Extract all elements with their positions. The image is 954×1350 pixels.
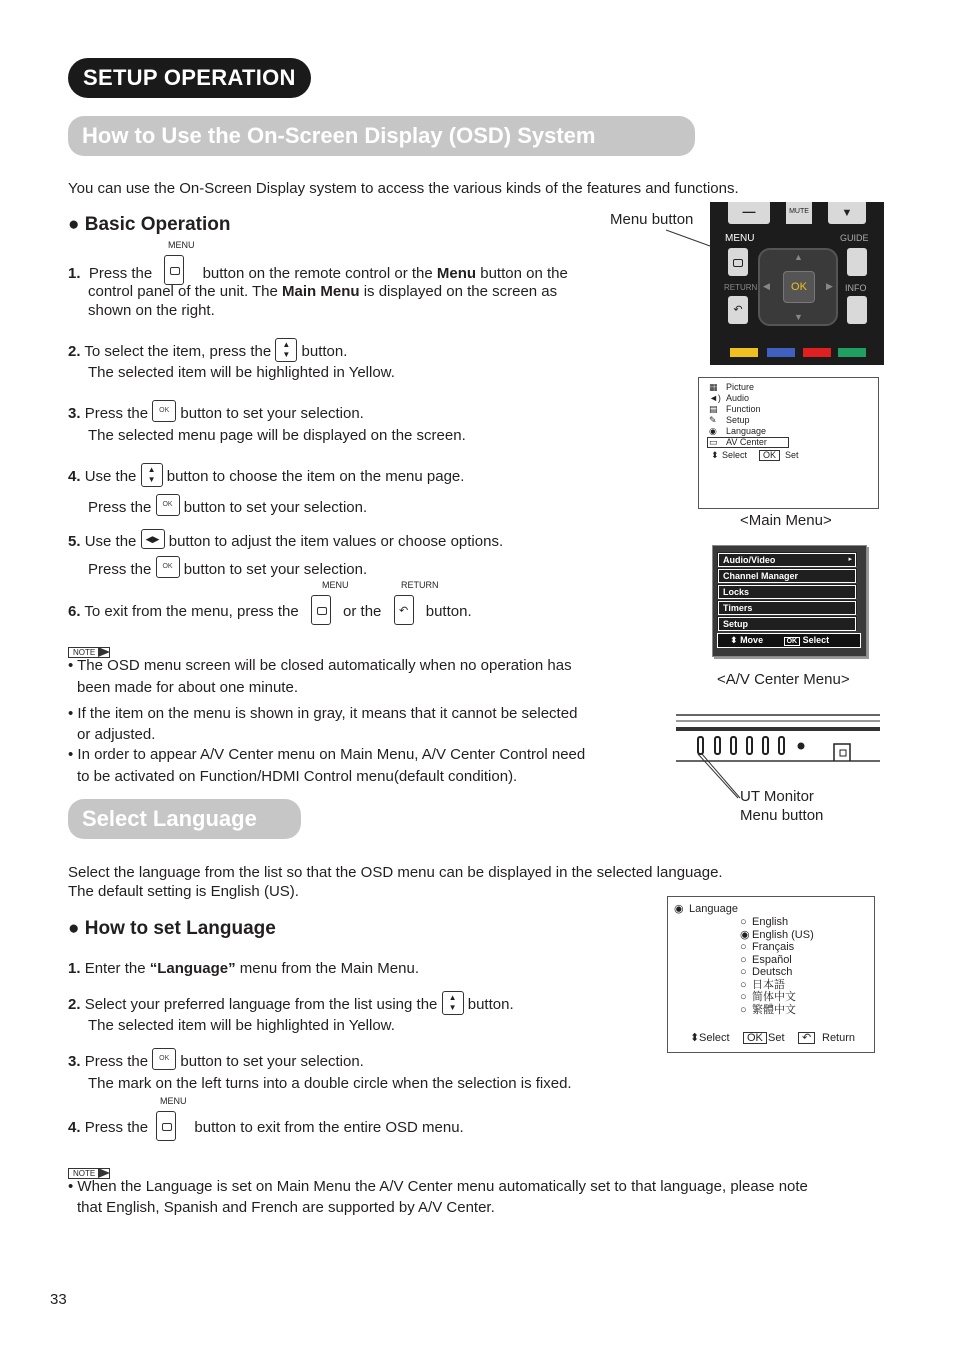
ok-button-icon: OK [152, 400, 176, 422]
lang-option-japanese: 日本語 [752, 978, 785, 991]
note-3-line-1: • In order to appear A/V Center menu on Main Menu, A/V Center Control need [68, 746, 586, 763]
note-2-line-1: • If the item on the menu is shown in gray, it means that it cannot be selected [68, 705, 578, 722]
ok-badge: OK [759, 450, 780, 461]
step-5-line-1: 5. Use the ◀▶ button to adjust the item values or choose options. [68, 532, 503, 552]
intro-text: You can use the On-Screen Display system to access the various kinds of the features and functions. [68, 180, 739, 197]
lang-note-line-2: that English, Spanish and French are supported by A/V Center. [77, 1199, 495, 1216]
radio-empty-icon: ○ [740, 916, 747, 928]
lang-step-4: 4. Press the button to exit from the entire OSD menu. [68, 1113, 464, 1143]
step-2-line-2: The selected item will be highlighted in Yellow. [88, 364, 395, 381]
move-icon: ⬍ [730, 635, 738, 645]
left-right-icon: ◀▶ [141, 529, 165, 549]
blue-button [767, 348, 795, 357]
av-item-setup: Setup [717, 616, 857, 630]
step-4-line-2: Press the OK button to set your selection. [88, 497, 367, 519]
note-2-line-2: or adjusted. [77, 726, 156, 743]
remote-info-button [847, 296, 867, 324]
radio-selected-icon: ◉ [740, 928, 750, 941]
return-label: Return [822, 1032, 856, 1044]
language-icon: ◉ [674, 903, 684, 915]
up-down-icon: ▲ ▼ [442, 991, 464, 1015]
step-2-line-1: 2. To select the item, press the ▲ ▼ button. [68, 340, 347, 364]
chevron-right-icon: ▸ [848, 556, 852, 563]
function-icon: ▤ [709, 404, 718, 414]
step-6-line: 6. To exit from the menu, press the or the ↶ button. [68, 597, 472, 627]
ok-badge: OK [784, 637, 801, 646]
osd-section-title: How to Use the On-Screen Display (OSD) System [68, 116, 695, 156]
step-1-line-1: 1. Press the button on the remote control or the Menu button on the [68, 259, 568, 289]
note-badge: NOTE [68, 1163, 110, 1181]
step-3-line-2: The selected menu page will be displayed on the screen. [88, 427, 466, 444]
mute-button: MUTE [786, 202, 812, 224]
select-language-title: Select Language [68, 799, 301, 839]
av-item-audio-video: Audio/Video ▸ [717, 552, 857, 566]
language-icon: ◉ [709, 426, 717, 436]
lang-option-francais: Français [752, 941, 795, 953]
language-para-1: Select the language from the list so that the OSD menu can be displayed in the selected language. [68, 864, 723, 881]
lang-option-english-us: English (US) [752, 928, 814, 941]
ok-button-icon: OK [156, 494, 180, 516]
remote-menu-button [728, 248, 748, 276]
ok-button-icon: OK [156, 556, 180, 578]
lang-option-espanol: Español [752, 953, 792, 966]
select-icon: ⬍ [690, 1032, 700, 1044]
select-label: Select [722, 450, 748, 460]
menu-label: MENU [160, 1096, 187, 1106]
select-label: Select [699, 1032, 730, 1044]
audio-icon: ◄) [709, 393, 721, 403]
page-number: 33 [50, 1291, 67, 1308]
lang-note-line-1: • When the Language is set on Main Menu the A/V Center menu automatically set to that language, please note [68, 1178, 808, 1195]
step-5-line-2: Press the OK button to set your selection. [88, 559, 367, 581]
up-down-icon: ▲ ▼ [141, 463, 163, 487]
remote-return-label: RETURN [724, 283, 758, 292]
yellow-button [730, 348, 758, 357]
remote-info-label: INFO [845, 283, 867, 293]
lang-step-2-line-1: 2. Select your preferred language from the list using the ▲ ▼ button. [68, 993, 514, 1017]
remote-dpad [758, 248, 838, 326]
av-center-icon: ▭ [709, 437, 718, 447]
menu-button-icon [156, 1111, 176, 1141]
dpad-up-icon: ▲ [794, 252, 803, 262]
setup-icon: ✎ [709, 415, 717, 425]
radio-empty-icon: ○ [740, 941, 747, 953]
remote-return-button: ↶ [728, 296, 748, 324]
green-button [838, 348, 866, 357]
remote-guide-button [847, 248, 867, 276]
red-button [803, 348, 831, 357]
menu-item-setup: Setup [726, 415, 750, 425]
how-to-set-language-heading: ● How to set Language [68, 918, 276, 939]
step-3-line-1: 3. Press the OK button to set your selection. [68, 403, 364, 425]
lang-option-english: English [752, 916, 789, 928]
volume-minus-button: — [728, 202, 770, 224]
menu-button-icon [164, 255, 184, 285]
lang-step-1: 1. Enter the “Language” menu from the Main Menu. [68, 960, 419, 977]
menu-item-picture: Picture [726, 382, 755, 392]
note-3-line-2: to be activated on Function/HDMI Control menu(default condition). [77, 768, 518, 785]
main-menu-caption: <Main Menu> [740, 512, 832, 529]
lang-option-deutsch: Deutsch [752, 966, 793, 978]
main-menu-osd [698, 377, 879, 509]
step-1-line-3: shown on the right. [88, 302, 215, 319]
menu-item-language: Language [726, 426, 767, 436]
dpad-right-icon: ▶ [826, 281, 833, 291]
remote-ok-button: OK [783, 271, 815, 303]
ok-badge: OK [743, 1032, 767, 1044]
radio-empty-icon: ○ [740, 966, 747, 978]
lang-step-3-line-2: The mark on the left turns into a double circle when the selection is fixed. [88, 1075, 572, 1092]
av-center-caption: <A/V Center Menu> [717, 671, 850, 688]
lang-step-3-line-1: 3. Press the OK button to set your selection. [68, 1051, 364, 1073]
remote-guide-label: GUIDE [840, 233, 869, 243]
radio-empty-icon: ○ [740, 953, 747, 966]
ut-monitor-label-2: Menu button [740, 807, 824, 824]
note-1-line-1: • The OSD menu screen will be closed automatically when no operation has [68, 657, 572, 674]
select-icon: ⬍ [711, 450, 719, 460]
av-item-channel-manager: Channel Manager [717, 568, 857, 582]
note-1-line-2: been made for about one minute. [77, 679, 298, 696]
up-down-icon: ▲ ▼ [275, 338, 297, 362]
language-osd-title: Language [689, 903, 738, 915]
lang-option-simplified-chinese: 简体中文 [752, 991, 796, 1003]
menu-item-function: Function [726, 404, 761, 414]
av-item-timers: Timers [717, 600, 857, 614]
language-osd [667, 896, 875, 1053]
lang-step-2-line-2: The selected item will be highlighted in Yellow. [88, 1017, 395, 1034]
menu-item-av-center: AV Center [726, 437, 767, 447]
lang-option-traditional-chinese: 繁體中文 [752, 1003, 796, 1016]
dpad-left-icon: ◀ [763, 281, 770, 291]
return-label: RETURN [401, 580, 439, 590]
note-badge: NOTE [68, 642, 110, 660]
av-menu-footer: ⬍ Move OK Select [717, 633, 861, 648]
section-title: SETUP OPERATION [68, 58, 311, 98]
ut-monitor-label-1: UT Monitor [740, 788, 814, 805]
av-center-menu-osd [712, 545, 867, 657]
dpad-down-icon: ▼ [794, 312, 803, 322]
menu-label: MENU [322, 580, 349, 590]
radio-empty-icon: ○ [740, 978, 747, 991]
picture-icon: ▦ [709, 382, 718, 392]
basic-operation-heading: ● Basic Operation [68, 214, 231, 235]
menu-item-audio: Audio [726, 393, 750, 403]
menu-label: MENU [168, 240, 195, 250]
menu-button-callout: Menu button [610, 211, 694, 228]
return-icon: ↶ [798, 1032, 815, 1044]
av-item-locks: Locks [717, 584, 857, 598]
remote-control [710, 202, 884, 365]
ok-button-icon: OK [152, 1048, 176, 1070]
set-label: Set [768, 1032, 785, 1044]
remote-menu-label: MENU [725, 233, 755, 244]
step-4-line-1: 4. Use the ▲ ▼ button to choose the item on the menu page. [68, 465, 464, 489]
set-label: Set [785, 450, 799, 460]
radio-empty-icon: ○ [740, 1003, 747, 1016]
step-1-line-2: control panel of the unit. The Main Menu is displayed on the screen as [88, 283, 558, 300]
channel-down-button: ▼ [828, 202, 866, 224]
language-para-2: The default setting is English (US). [68, 883, 299, 900]
radio-empty-icon: ○ [740, 991, 747, 1003]
return-button-icon: ↶ [394, 595, 414, 625]
menu-button-icon [311, 595, 331, 625]
